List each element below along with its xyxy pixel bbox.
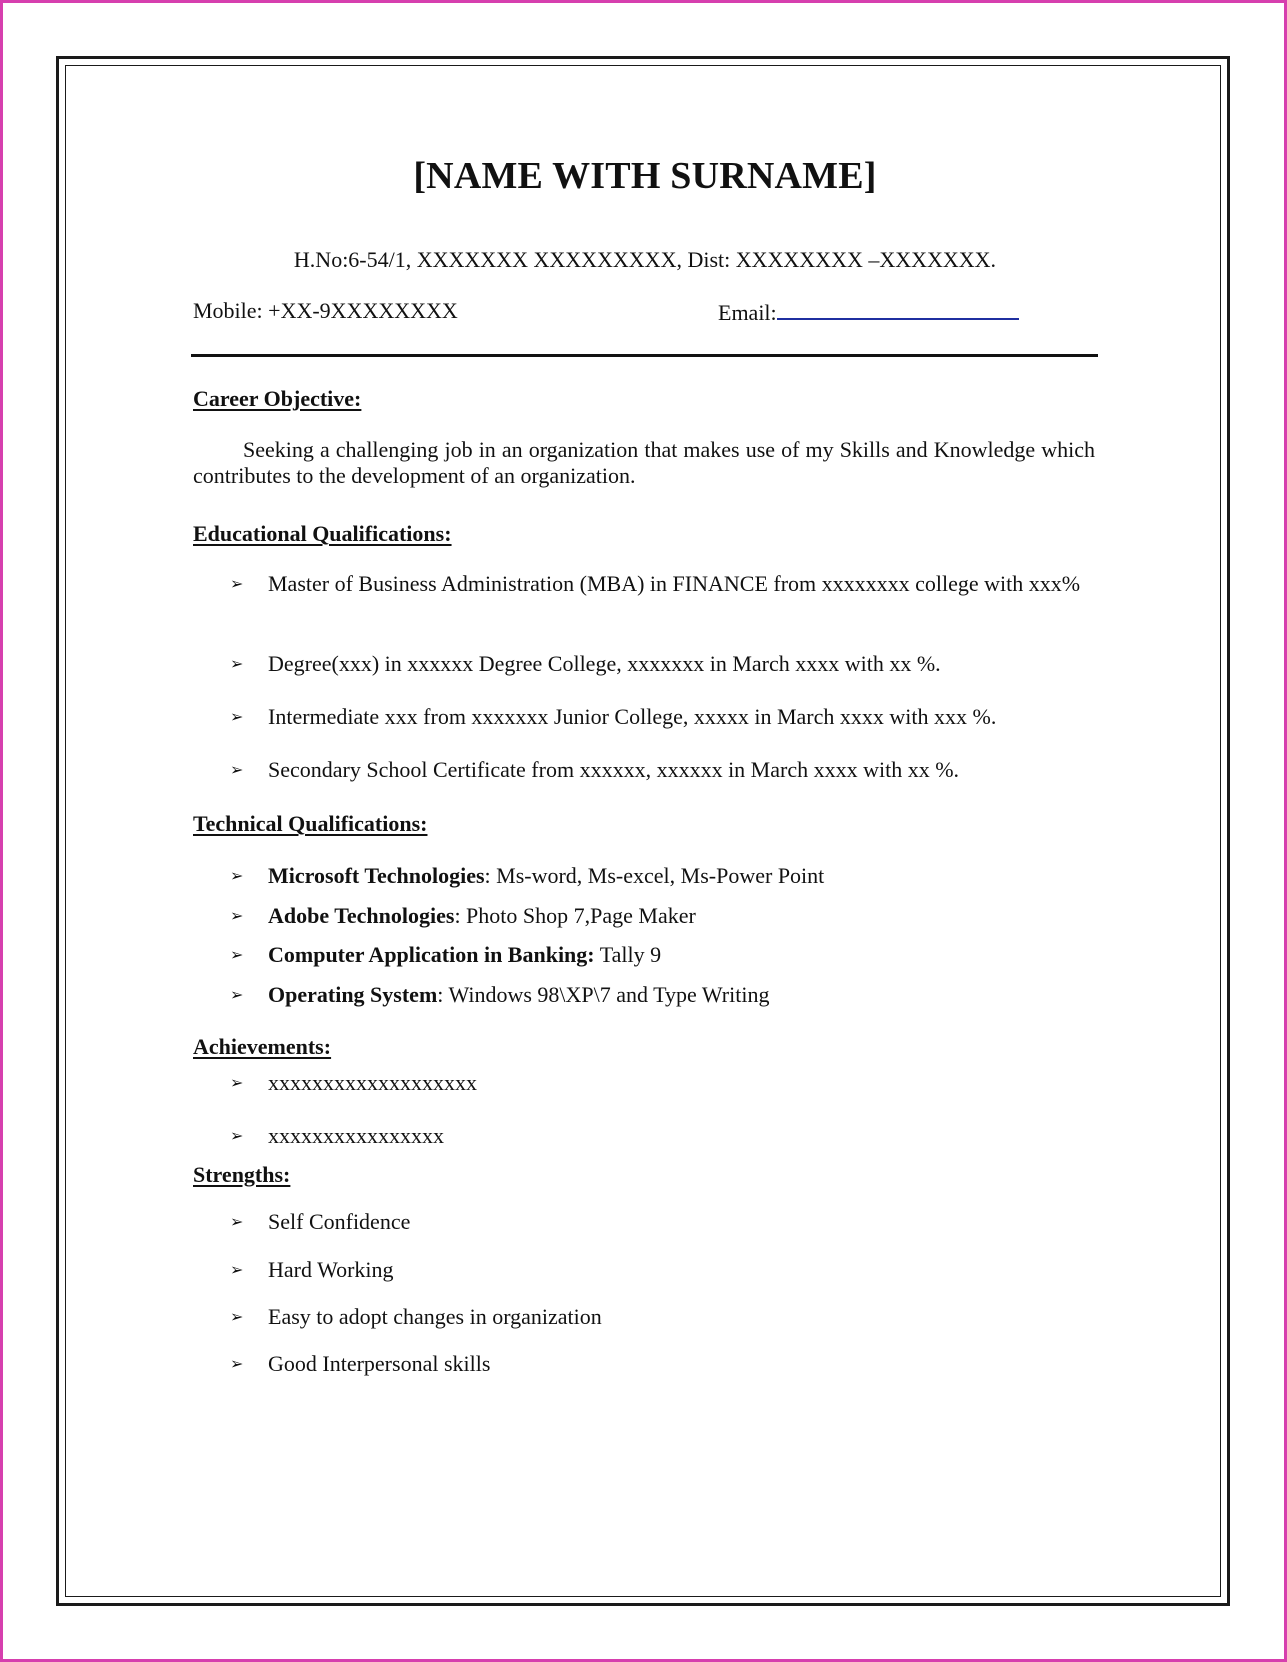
technical-item-label: Microsoft Technologies [268, 863, 485, 888]
achievement-item-text: xxxxxxxxxxxxxxxx [268, 1123, 444, 1148]
achievement-item [230, 1123, 1095, 1149]
arrow-bullet-icon: ➢ [230, 1307, 244, 1326]
arrow-bullet-icon: ➢ [230, 945, 244, 964]
technical-item-value: : Photo Shop 7,Page Maker [454, 903, 696, 928]
strength-item [230, 1351, 1095, 1377]
achievement-item-text: xxxxxxxxxxxxxxxxxxx [268, 1070, 477, 1095]
arrow-bullet-icon: ➢ [230, 906, 244, 925]
arrow-bullet-icon: ➢ [230, 1126, 244, 1145]
arrow-bullet-icon: ➢ [230, 707, 244, 726]
arrow-bullet-icon: ➢ [230, 1354, 244, 1373]
education-item [230, 757, 1095, 783]
arrow-bullet-icon: ➢ [230, 1073, 244, 1092]
arrow-bullet-icon: ➢ [230, 866, 244, 885]
strength-item [230, 1304, 1095, 1330]
education-item-text: Master of Business Administration (MBA) in FINANCE from xxxxxxxx college with xxx% [268, 571, 1081, 596]
technical-item-text [268, 863, 1095, 889]
achievement-item [230, 1070, 1095, 1096]
career-objective-text: Seeking a challenging job in an organization that makes use of my Skills and Knowledge which contributes to the development of an organization. [193, 437, 1095, 488]
technical-item-label: Adobe Technologies [268, 903, 455, 928]
arrow-bullet-icon: ➢ [230, 574, 244, 593]
mobile-line: Mobile: +XX-9XXXXXXXX [193, 298, 458, 323]
strength-item [230, 1209, 1095, 1235]
career-objective-heading: Career Objective: [193, 386, 362, 411]
email-blank-line [777, 298, 1019, 320]
strength-item-text: Hard Working [268, 1257, 394, 1282]
address-line: H.No:6-54/1, XXXXXXX XXXXXXXXX, Dist: XXXXXXXX –XXXXXXX. [293, 247, 997, 272]
technical-item-text [268, 982, 1095, 1008]
arrow-bullet-icon: ➢ [230, 985, 244, 1004]
education-item [230, 704, 1095, 730]
technical-item-label: Computer Application in Banking: [268, 942, 595, 967]
education-item-text: Secondary School Certificate from xxxxxx, xxxxxx in March xxxx with xx %. [268, 757, 960, 782]
arrow-bullet-icon: ➢ [230, 1212, 244, 1231]
strength-item [230, 1257, 1095, 1283]
technical-item-text [268, 903, 1095, 929]
strength-item-text: Easy to adopt changes in organization [268, 1304, 602, 1329]
strength-item-text: Self Confidence [268, 1209, 411, 1234]
technical-item-value: Tally 9 [594, 942, 662, 967]
technical-item-value: : Windows 98\XP\7 and Type Writing [437, 982, 770, 1007]
strength-item-text: Good Interpersonal skills [268, 1351, 491, 1376]
header-divider [191, 354, 1098, 357]
arrow-bullet-icon: ➢ [230, 1260, 244, 1279]
technical-item [230, 982, 1095, 1008]
education-item-text: Degree(xxx) in xxxxxx Degree College, xxxxxxx in March xxxx with xx %. [268, 651, 941, 676]
technical-item-value: : Ms-word, Ms-excel, Ms-Power Point [484, 863, 825, 888]
technical-item-label: Operating System [268, 982, 438, 1007]
arrow-bullet-icon: ➢ [230, 760, 244, 779]
achievements-heading: Achievements: [193, 1034, 332, 1059]
email-line [718, 298, 1019, 326]
education-item-text: Intermediate xxx from xxxxxxx Junior College, xxxxx in March xxxx with xxx %. [268, 704, 997, 729]
technical-item [230, 863, 1095, 889]
arrow-bullet-icon: ➢ [230, 654, 244, 673]
strengths-heading: Strengths: [193, 1162, 291, 1187]
technical-item [230, 903, 1095, 929]
technical-item-text [268, 942, 1095, 968]
education-item [230, 571, 1095, 597]
resume-name: [NAME WITH SURNAME] [413, 155, 877, 197]
education-item [230, 651, 1095, 677]
education-heading: Educational Qualifications: [193, 521, 452, 546]
technical-heading: Technical Qualifications: [193, 811, 428, 836]
email-label: Email: [718, 300, 777, 325]
technical-item [230, 942, 1095, 968]
